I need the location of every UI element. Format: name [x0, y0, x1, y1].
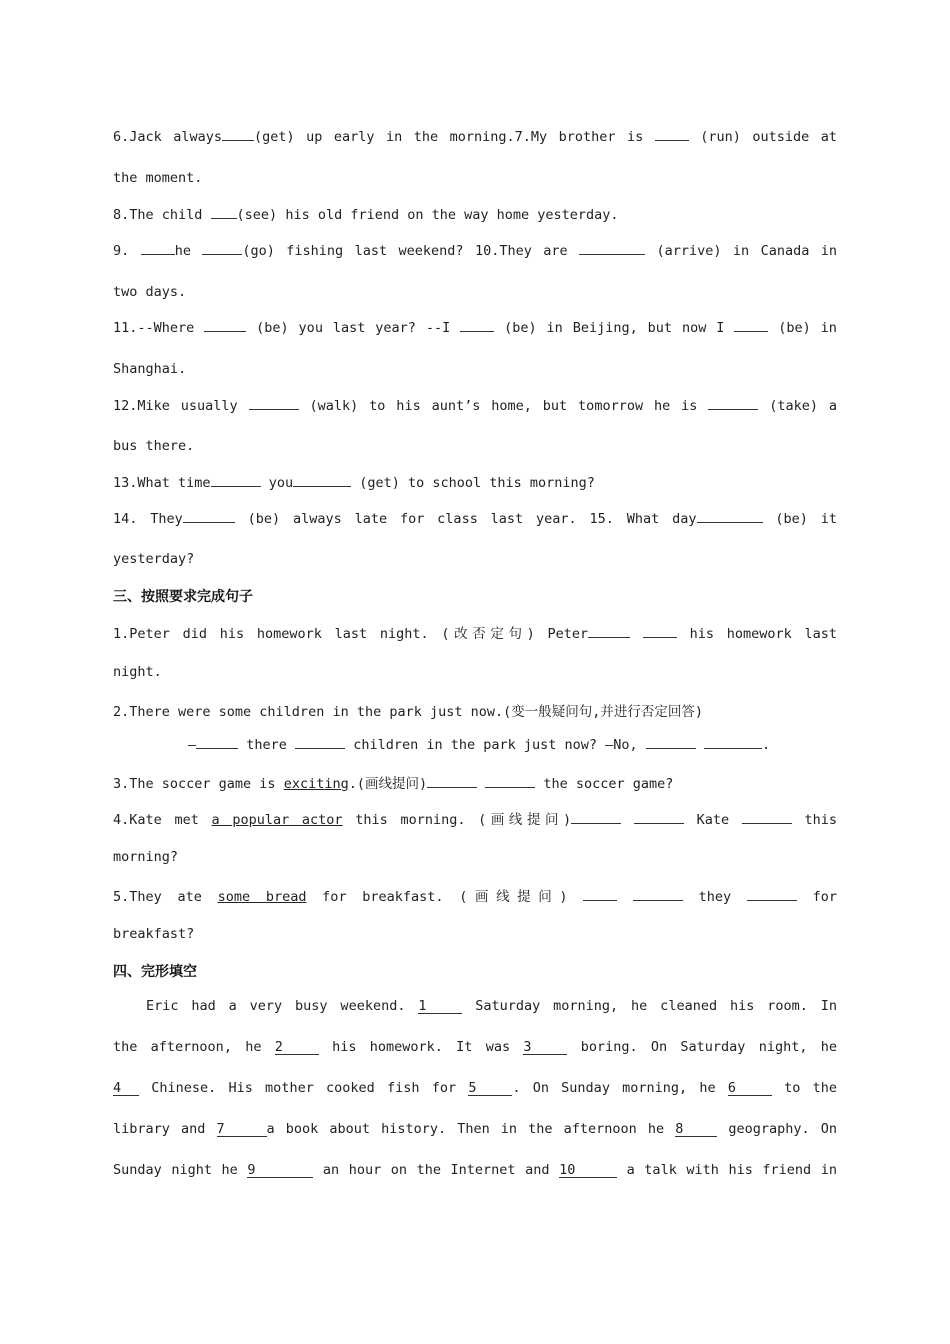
- cloze-blank-4[interactable]: 4: [113, 1081, 139, 1096]
- answer-blank[interactable]: [708, 397, 758, 410]
- cloze-blank-1[interactable]: 1: [418, 999, 462, 1014]
- question-14-15: 14. They (be) always late for class last year. 15. What day (be) it: [113, 511, 837, 527]
- answer-blank[interactable]: [204, 319, 246, 332]
- s3-question-3: 3.The soccer game is exciting.(画线提问) the soccer game?: [113, 776, 674, 792]
- cloze-line-1: Eric had a very busy weekend. 1 Saturday morning, he cleaned his room. In: [146, 998, 837, 1014]
- s3-question-5-continued: breakfast?: [113, 926, 195, 942]
- answer-blank[interactable]: [141, 242, 175, 255]
- cloze-line-2: the afternoon, he 2 his homework. It was 3 boring. On Saturday night, he: [113, 1039, 838, 1055]
- question-6-7: 6.Jack always (get) up early in the morning.7.My brother is (run) outside at: [113, 129, 837, 145]
- answer-blank[interactable]: [211, 474, 261, 487]
- answer-blank[interactable]: [249, 397, 299, 410]
- question-15-continued: yesterday?: [113, 551, 195, 567]
- answer-blank[interactable]: [211, 206, 237, 219]
- answer-blank[interactable]: [571, 811, 621, 824]
- cloze-blank-9[interactable]: 9: [247, 1163, 313, 1178]
- cloze-line-4: library and 7 a book about history. Then in the afternoon he 8 geography. On: [113, 1121, 838, 1137]
- question-7-continued: the moment.: [113, 170, 203, 186]
- answer-blank[interactable]: [583, 888, 617, 901]
- answer-blank[interactable]: [579, 242, 645, 255]
- answer-blank[interactable]: [293, 474, 351, 487]
- s3-question-1-continued: night.: [113, 664, 162, 680]
- question-13: 13.What time you (get) to school this morning?: [113, 475, 595, 491]
- answer-blank[interactable]: [646, 736, 696, 749]
- answer-blank[interactable]: [588, 625, 630, 638]
- answer-blank[interactable]: [633, 888, 683, 901]
- answer-blank[interactable]: [704, 736, 762, 749]
- answer-blank[interactable]: [222, 128, 254, 141]
- cloze-blank-8[interactable]: 8: [675, 1122, 717, 1137]
- question-11-continued: Shanghai.: [113, 361, 187, 377]
- answer-blank[interactable]: [742, 811, 792, 824]
- answer-blank[interactable]: [196, 736, 238, 749]
- question-12-continued: bus there.: [113, 438, 195, 454]
- answer-blank[interactable]: [183, 510, 235, 523]
- question-8: 8.The child (see) his old friend on the way home yesterday.: [113, 207, 619, 223]
- s3-question-4: 4.Kate met a popular actor this morning. (画线提问) Kate this: [113, 812, 837, 828]
- answer-blank[interactable]: [747, 888, 797, 901]
- s3-question-2-answer: — there children in the park just now? —No, .: [188, 737, 771, 753]
- s3-question-5: 5.They ate some bread for breakfast. (画线提问) they for: [113, 889, 837, 905]
- answer-blank[interactable]: [485, 775, 535, 788]
- cloze-blank-6[interactable]: 6: [728, 1081, 772, 1096]
- cloze-blank-7[interactable]: 7: [217, 1122, 267, 1137]
- cloze-blank-5[interactable]: 5: [468, 1081, 512, 1096]
- s3-question-1: 1.Peter did his homework last night. (改否定句) Peter his homework last: [113, 626, 837, 642]
- section-4-heading: 四、完形填空: [113, 964, 197, 980]
- section-3-heading: 三、按照要求完成句子: [113, 589, 253, 605]
- question-9-10: 9. he (go) fishing last weekend? 10.They are (arrive) in Canada in: [113, 243, 838, 259]
- answer-blank[interactable]: [734, 319, 768, 332]
- s3-question-2: 2.There were some children in the park just now.(变一般疑问句,并进行否定回答): [113, 704, 704, 720]
- answer-blank[interactable]: [460, 319, 494, 332]
- answer-blank[interactable]: [634, 811, 684, 824]
- s3-question-4-continued: morning?: [113, 849, 179, 865]
- answer-blank[interactable]: [295, 736, 345, 749]
- cloze-blank-2[interactable]: 2: [275, 1040, 319, 1055]
- cloze-blank-3[interactable]: 3: [523, 1040, 567, 1055]
- cloze-line-3: 4 Chinese. His mother cooked fish for 5 . On Sunday morning, he 6 to the: [113, 1080, 837, 1096]
- underlined-phrase: exciting: [283, 776, 349, 792]
- question-11: 11.--Where (be) you last year? --I (be) in Beijing, but now I (be) in: [113, 320, 837, 336]
- underlined-phrase: a popular actor: [211, 812, 343, 828]
- answer-blank[interactable]: [202, 242, 242, 255]
- question-10-continued: two days.: [113, 284, 187, 300]
- underlined-phrase: some bread: [217, 889, 307, 905]
- answer-blank[interactable]: [697, 510, 763, 523]
- answer-blank[interactable]: [643, 625, 677, 638]
- cloze-blank-10[interactable]: 10: [559, 1163, 617, 1178]
- question-12: 12.Mike usually (walk) to his aunt’s home, but tomorrow he is (take) a: [113, 398, 837, 414]
- answer-blank[interactable]: [427, 775, 477, 788]
- answer-blank[interactable]: [655, 128, 689, 141]
- cloze-line-5: Sunday night he 9 an hour on the Internet and 10 a talk with his friend in: [113, 1162, 837, 1178]
